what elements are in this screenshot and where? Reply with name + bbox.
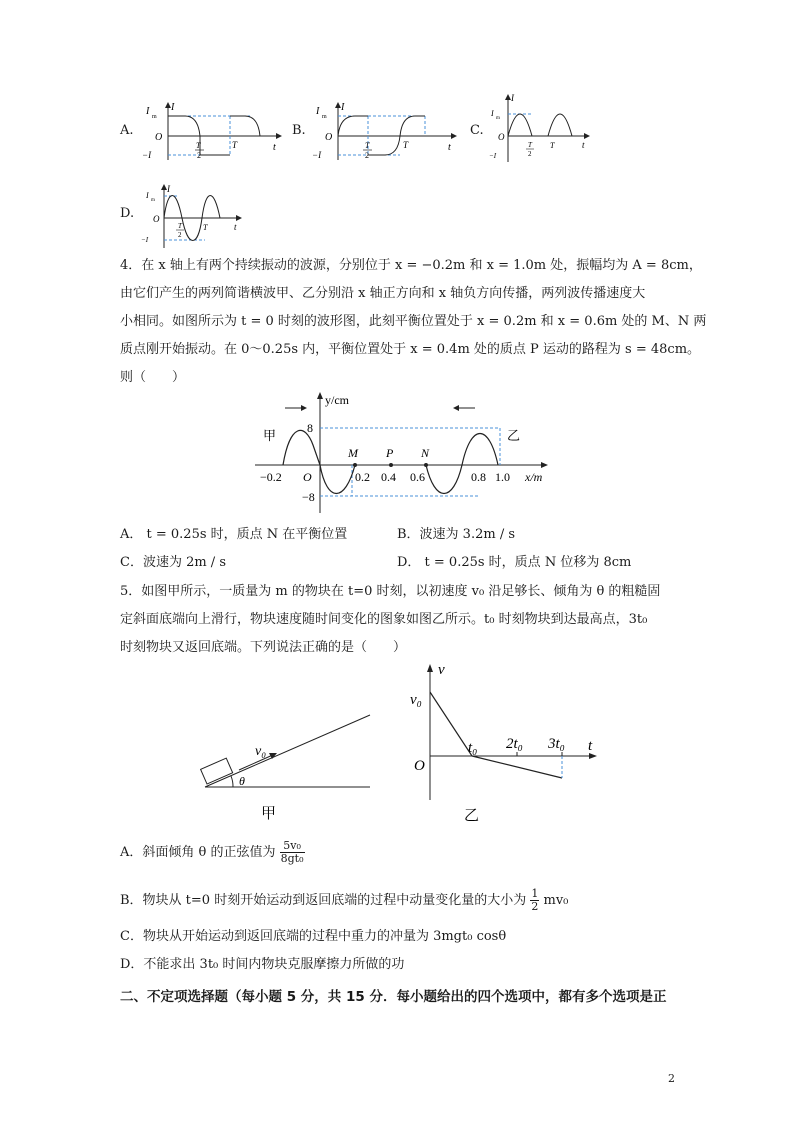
- svg-text:O: O: [155, 132, 163, 143]
- q3-graph-d: [140, 182, 250, 252]
- q5-stem-line-3: 时刻物块又返回底端。下列说法正确的是（ ）: [120, 640, 407, 655]
- q4-option-a[interactable]: A． t = 0.25s 时，质点 N 在平衡位置: [120, 527, 348, 542]
- q4-wave-figure: [245, 388, 555, 518]
- svg-text:2: 2: [365, 151, 369, 160]
- svg-text:I: I: [341, 102, 345, 113]
- svg-text:O: O: [498, 132, 505, 142]
- q4-stem-line-4: 质点刚开始振动。在 0～0.25s 内，平衡位置处于 x = 0.4m 处的质点 P 运动的路程为 s = 48cm。: [120, 342, 701, 357]
- fraction: $\frac{1}{2}$: [531, 887, 539, 913]
- svg-text:T: T: [550, 141, 555, 150]
- svg-text:T: T: [232, 140, 238, 150]
- q5-option-d[interactable]: D．不能求出 3t₀ 时间内物块克服摩擦力所做的功: [120, 957, 405, 972]
- svg-text:0.6: 0.6: [410, 470, 425, 484]
- q3-graph-b: [310, 100, 462, 165]
- svg-text:T: T: [203, 223, 208, 232]
- svg-text:−I: −I: [489, 152, 497, 160]
- svg-text:t: t: [448, 142, 451, 153]
- svg-text:−I: −I: [312, 150, 322, 160]
- q3-option-c-label[interactable]: C.: [470, 123, 484, 138]
- svg-text:T: T: [403, 140, 409, 150]
- q4-option-b[interactable]: B．波速为 3.2m / s: [397, 527, 516, 542]
- svg-text:I: I: [146, 191, 149, 200]
- svg-text:1.0: 1.0: [495, 470, 510, 484]
- q5-option-a[interactable]: A．斜面倾角 θ 的正弦值为 $\frac{\text{5v₀}}{\text{8gt₀}}$: [120, 839, 304, 865]
- svg-text:t: t: [273, 142, 276, 153]
- svg-text:T: T: [365, 141, 370, 150]
- q4-option-c[interactable]: C．波速为 2m / s: [120, 555, 226, 570]
- svg-text:m: m: [496, 116, 500, 121]
- svg-text:I: I: [167, 184, 170, 194]
- q4-stem-line-1: 4．在 x 轴上有两个持续振动的波源，分别位于 x = −0.2m 和 x = 1.0m 处，振幅均为 A = 8cm，: [120, 258, 702, 273]
- svg-text:N: N: [421, 446, 430, 460]
- q5-stem-line-1: 5．如图甲所示，一质量为 m 的物块在 t=0 时刻，以初速度 v₀ 沿足够长、倾角为 θ 的粗糙固: [120, 584, 661, 599]
- q5-option-b[interactable]: B．物块从 t=0 时刻开始运动到返回底端的过程中动量变化量的大小为 $\frac{1}{2}$ mv₀: [120, 887, 569, 913]
- svg-text:t₀: t₀: [468, 740, 478, 756]
- q3-graph-c: [488, 92, 598, 166]
- y-axis-label: y/cm: [325, 393, 349, 407]
- q4-option-d[interactable]: D． t = 0.25s 时，质点 N 位移为 8cm: [397, 555, 632, 570]
- svg-text:m: m: [322, 114, 327, 120]
- svg-text:P: P: [386, 446, 394, 460]
- svg-text:−I: −I: [141, 236, 149, 244]
- svg-text:O: O: [153, 214, 160, 224]
- svg-text:I: I: [316, 106, 320, 117]
- figure-jia-caption: 甲: [261, 806, 277, 822]
- svg-text:v₀: v₀: [410, 692, 422, 708]
- svg-text:0.8: 0.8: [471, 470, 486, 484]
- svg-text:2t₀: 2t₀: [506, 736, 523, 752]
- svg-text:−0.2: −0.2: [260, 470, 282, 484]
- svg-text:t: t: [234, 222, 237, 232]
- svg-text:O: O: [303, 470, 312, 484]
- q3-option-d-label[interactable]: D.: [120, 206, 135, 221]
- svg-text:0.4: 0.4: [381, 470, 396, 484]
- svg-text:I: I: [171, 102, 175, 113]
- svg-text:2: 2: [178, 231, 182, 239]
- svg-text:t: t: [582, 140, 585, 150]
- svg-text:3t₀: 3t₀: [548, 736, 565, 752]
- axis-im: I: [146, 106, 150, 117]
- svg-text:v: v: [438, 662, 445, 678]
- svg-text:T: T: [528, 141, 532, 149]
- svg-text:0.2: 0.2: [355, 470, 370, 484]
- q3-graph-a: [140, 100, 288, 165]
- svg-text:v₀: v₀: [255, 744, 267, 759]
- svg-text:m: m: [151, 198, 155, 203]
- q5-figure-jia: [195, 700, 375, 830]
- svg-text:−I: −I: [142, 150, 152, 160]
- q4-stem-line-5: 则（ ）: [120, 370, 186, 385]
- q5-option-c[interactable]: C．物块从开始运动到返回底端的过程中重力的冲量为 3mgt₀ cosθ: [120, 929, 507, 944]
- section-heading: 二、不定项选择题（每小题 5 分，共 15 分．每小题给出的四个选项中，都有多个选项是正: [120, 989, 667, 1005]
- wave-yi-label: 乙: [507, 428, 521, 443]
- svg-text:M: M: [348, 446, 358, 460]
- wave-jia-label: 甲: [263, 428, 277, 443]
- q4-stem-line-3: 小相同。如图所示为 t = 0 时刻的波形图，此刻平衡位置处于 x = 0.2m 和 x = 0.6m 处的 M、N 两: [120, 314, 707, 329]
- q4-stem-line-2: 由它们产生的两列简谐横波甲、乙分别沿 x 轴正方向和 x 轴负方向传播，两列波传播速度大: [120, 286, 646, 301]
- svg-text:O: O: [414, 758, 425, 774]
- svg-text:T: T: [196, 141, 201, 150]
- svg-text:2: 2: [528, 150, 532, 158]
- page-number: 2: [668, 1072, 675, 1085]
- svg-text:θ: θ: [239, 774, 245, 788]
- svg-text:−8: −8: [302, 490, 315, 504]
- svg-text:2: 2: [197, 151, 201, 160]
- svg-text:m: m: [152, 114, 157, 120]
- svg-text:t: t: [588, 738, 593, 754]
- q3-option-b-label[interactable]: B.: [292, 123, 306, 138]
- svg-text:8: 8: [307, 421, 313, 435]
- svg-text:I: I: [511, 93, 514, 103]
- svg-text:O: O: [325, 132, 333, 143]
- svg-text:I: I: [491, 109, 494, 118]
- svg-text:T: T: [178, 222, 182, 230]
- q5-stem-line-2: 定斜面底端向上滑行，物块速度随时间变化的图象如图乙所示。t₀ 时刻物块到达最高点，3t₀: [120, 612, 648, 627]
- figure-yi-caption: 乙: [464, 808, 480, 824]
- q5-figure-yi: [400, 660, 610, 830]
- q3-option-a-label[interactable]: A.: [120, 123, 134, 138]
- x-axis-label: x/m: [525, 470, 543, 484]
- fraction: $\frac{\text{5v₀}}{\text{8gt₀}}$: [280, 839, 304, 865]
